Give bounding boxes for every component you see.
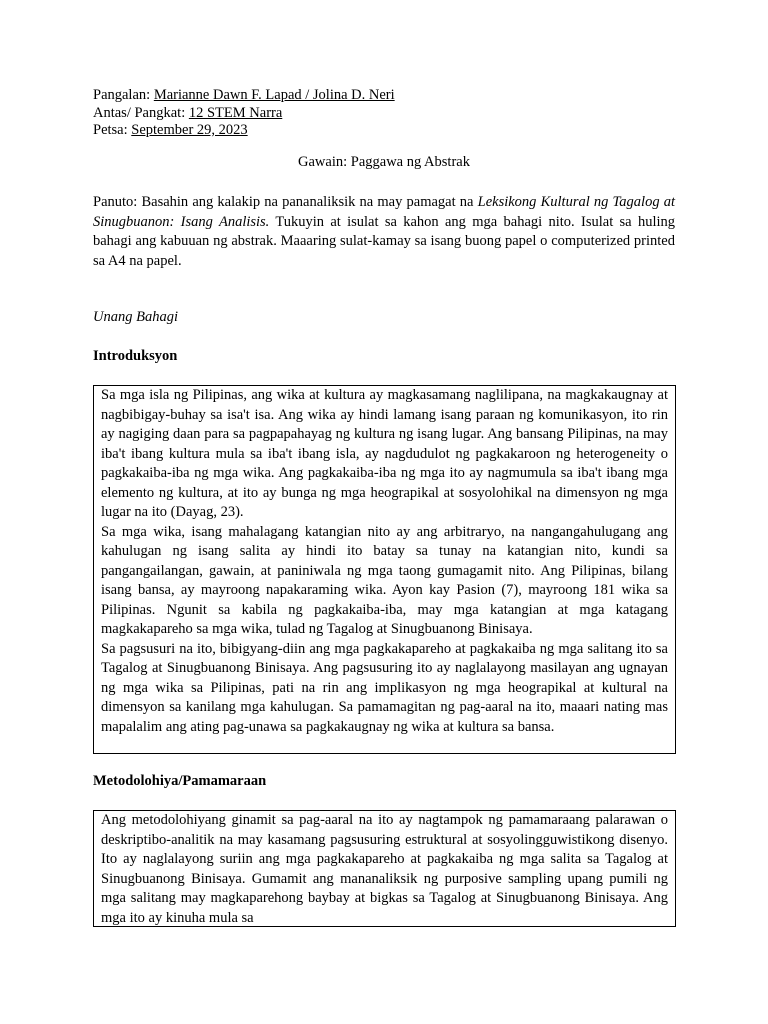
name-line [93,87,395,105]
introduction-paragraph-3: Sa pagsusuri na ito, bibigyang-diin ang mga pagkakapareho at pagkakaiba ng mga salitang ito sa Tagalog at Sinugbuanong Binisaya. Ang pagsusuring ito ay naglalayong masilayan ang ugnayan ng mga wika sa Pilipinas, pati na rin ang implikasyon ng mga heograpikal at kultural na dimensyon sa kanilang mga kahulugan. Sa pamamagitan ng pag-aaral na ito, maaari nating mas mapalalim ang ating pag-unawa sa pagkakaugnay ng wika at kultura sa bansa. [101,640,668,735]
date-value: September 29, 2023 [131,122,248,138]
study-title: Leksikong Kultural ng Tagalog at Sinugbuanon: Isang Analisis. [93,194,676,230]
activity-title: Gawain: Paggawa ng Abstrak [298,154,470,170]
grade-label: Antas/ Pangkat: [93,104,189,121]
student-info-header [93,87,395,140]
grade-line [93,105,395,123]
date-line [93,122,395,140]
methodology-box [93,810,676,927]
instructions-text-end: Tukuyin at isulat sa kahon ang mga bahagi nito. Isulat sa huling bahagi ang kabuuan ng abstrak. Maaaring sulat-kamay sa isang buong papel o computerized printed sa A4 na papel. [93,213,675,269]
section-label: Unang Bahagi [93,309,178,325]
grade-value: 12 STEM Narra [188,104,283,121]
name-value: Marianne Dawn F. Lapad / Jolina D. Neri [153,87,395,103]
name-label: Pangalan: [93,87,154,103]
date-label: Petsa: [93,122,132,138]
methodology-heading: Metodolohiya/Pamamaraan [93,773,267,789]
instructions-paragraph [93,193,675,271]
introduction-paragraph-2: Sa mga wika, isang mahalagang katangian nito ay ang arbitraryo, na nangangahulugang ang kahulugan ng isang salita ay hindi ito batay sa tunay na katangian nito, kundi sa pangangailangan, gawain, at paniniwala ng mga taong gumagamit nito. Ang Pilipinas, bilang isang bansa, ay mayroong napakaraming wika. Ayon kay Pasion (7), mayroong 181 wika sa Pilipinas. Ngunit sa kabila ng pagkakaiba-iba, may mga katangian at mga katagang magkakapareho sa mga wika, tulad ng Tagalog at Sinugbuanong Binisaya. [101,523,668,637]
instructions-text-start: Panuto: Basahin ang kalakip na pananaliksik na may pamagat na [93,194,478,210]
introduction-paragraph-1: Sa mga isla ng Pilipinas, ang wika at kultura ay magkasamang naglilipana, na magkakaugnay at nagbibigay-buhay sa isa't isa. Ang wika ay hindi lamang isang paraan ng komunikasyon, ito rin ay nagiging daan para sa pagpapahayag ng kultura ng isang lugar. Ang bansang Pilipinas, na may iba't ibang kultura mula sa iba't ibang isla, ay nagdudulot ng pagkakaroon ng heterogeneity o pagkakaiba-iba ng mga wika. Ang pagkakaiba-iba ng mga ito ay nagmumula sa iba't ibang mga elemento ng kultura, at ito ay bunga ng mga heograpikal at sosyolohikal na dimensyon ng mga lugar na ito (Dayag, 23). [101,387,668,520]
introduction-heading: Introduksyon [93,348,178,364]
methodology-paragraph: Ang metodolohiyang ginamit sa pag-aaral na ito ay nagtampok ng pamamaraang palarawan o deskriptibo-analitik na may kasamang pagsusuring estruktural at sosyolingguwistikong disenyo. Ito ay naglalayong suriin ang mga pagkakapareho at pagkakaiba ng mga salita sa Tagalog at Sinugbuanong Binisaya. Gumamit ang mananaliksik ng purposive sampling upang pumili ng mga salitang may magkaparehong baybay at bigkas sa Tagalog at Sinugbuanong Binisaya. Ang mga ito ay kinuha mula sa [101,812,668,926]
introduction-box [93,385,676,754]
